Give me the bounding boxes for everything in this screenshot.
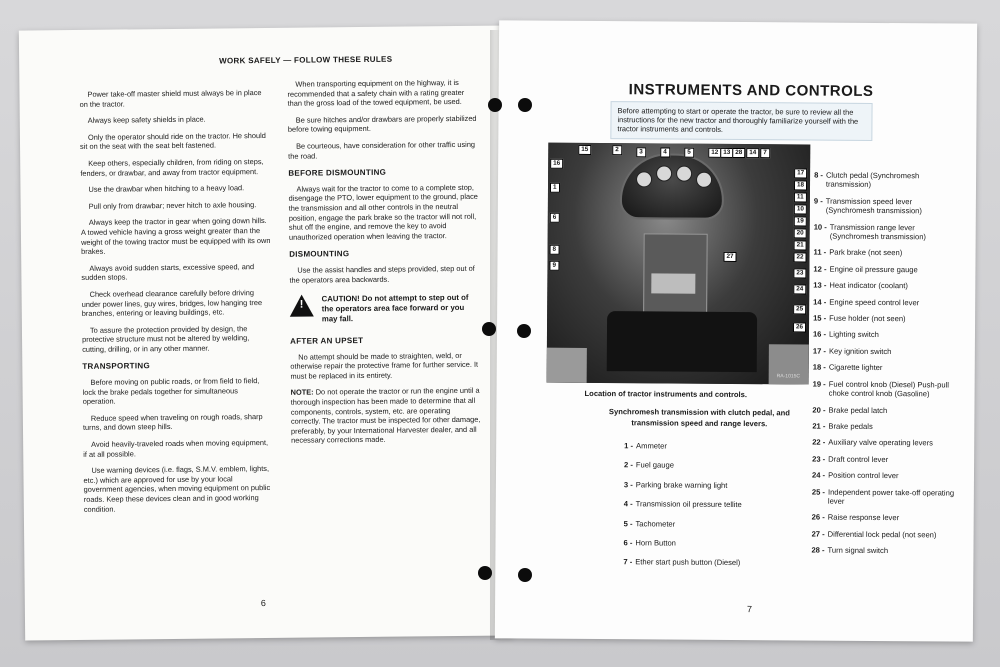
right-page	[495, 20, 977, 641]
list-item	[812, 487, 957, 507]
item-number: 18 -	[812, 362, 826, 372]
item-number: 14 -	[813, 297, 827, 307]
photo-callout-label: 6	[550, 213, 560, 223]
item-label: Brake pedals	[828, 421, 873, 431]
paragraph: Keep others, especially children, from riding on steps, fenders, or drawbar, and away from tractor equipment.	[80, 156, 264, 178]
item-number: 24 -	[811, 470, 826, 480]
item-number: 8 -	[814, 170, 823, 180]
item-label: Lighting switch	[829, 330, 879, 340]
list-item	[813, 346, 958, 356]
paragraph: Always avoid sudden starts, excessive speed, and sudden stops.	[81, 261, 255, 283]
page-title: INSTRUMENTS AND CONTROLS	[628, 81, 874, 100]
paragraph: To assure the protection provided by design, the protective structure must not be altered by welding, cutting, drilling, or in any other manner.	[82, 323, 250, 354]
item-number: 20 -	[812, 405, 826, 415]
list-item	[811, 546, 956, 556]
item-number: 27 -	[811, 529, 825, 539]
list-item	[813, 363, 958, 373]
caution-text: CAUTION! Do not attempt to step out of the operators area face forward or you may fall.	[321, 292, 469, 324]
list-item	[813, 379, 958, 399]
photo-callout-label: 12	[708, 148, 721, 158]
item-number: 5 -	[623, 518, 633, 528]
photo-callout-label: 8	[550, 245, 560, 255]
paragraph: Use the drawbar when hitching to a heavy load.	[88, 183, 245, 195]
item-number: 15 -	[813, 313, 827, 323]
paragraph: Reduce speed when traveling on rough roads, sharp turns, and down steep hills.	[82, 411, 263, 433]
photo-callout-label: 19	[794, 216, 807, 226]
photo-callout-label: 1	[550, 183, 560, 193]
item-number: 11 -	[813, 247, 827, 258]
item-number: 23 -	[812, 454, 826, 464]
item-number: 3 -	[623, 480, 633, 490]
paragraph: Before moving on public roads, or from field to field, lock the brake pedals together for simultaneous operation.	[82, 376, 260, 407]
item-number: 17 -	[812, 346, 826, 356]
list-item	[812, 438, 957, 448]
item-label: Differential lock pedal (not seen)	[827, 529, 937, 540]
left-column-a	[79, 88, 274, 521]
gauge-icon	[676, 166, 692, 182]
item-number: 21 -	[812, 421, 826, 431]
photo-code: RA-1015C	[776, 373, 801, 380]
note-paragraph	[291, 386, 482, 446]
item-number: 4 -	[623, 499, 633, 509]
photo-callout-label: 22	[793, 252, 806, 262]
paragraph: Use warning devices (i.e. flags, S.M.V. emblem, lights, etc.) which are approved for use by your local government agencies, when moving equipment on public roads. Keep these devices clean and in good working condition.	[83, 464, 271, 514]
photo-callout-label: 17	[794, 168, 807, 178]
list-item	[812, 529, 957, 539]
photo-callout-label: 7	[760, 148, 770, 158]
photo-callout-label: 2	[612, 145, 622, 155]
left-page	[19, 25, 513, 640]
intro-box: Before attempting to start or operate the tractor, be sure to review all the instructions for the new tractor and thoroughly familiarize yourself with the tractor instruments and controls.	[610, 101, 872, 140]
item-label: Transmission oil pressure tellite	[635, 499, 742, 510]
list-item	[624, 461, 784, 472]
item-number: 2 -	[624, 460, 633, 470]
item-number: 12 -	[813, 264, 827, 274]
photo-callout-label: 5	[684, 148, 694, 158]
photo-subcaption: Synchromesh transmission with clutch pedal, and transmission speed and range levers.	[608, 407, 790, 429]
controls-list-a	[623, 441, 784, 578]
photo-callout-label: 9	[549, 261, 559, 271]
photo-callout-label: 11	[794, 192, 807, 202]
item-label: Draft control lever	[828, 454, 889, 464]
list-item	[624, 499, 784, 510]
paragraph: Power take-off master shield must always be in place on the tractor.	[79, 88, 262, 109]
photo-callout-label: 18	[794, 180, 807, 190]
list-item	[812, 454, 957, 464]
paragraph: When transporting equipment on the highway, it is recommended that a safety chain with a rating greater than the gross load of the towed equipment, be used.	[287, 77, 465, 108]
paragraph: Always keep the tractor in gear when going down hills. A towed vehicle having a gross weight greater than the weight of the towing tractor must be equipped with its own brakes.	[80, 216, 271, 257]
item-number: 13 -	[813, 280, 827, 290]
section-heading: BEFORE DISMOUNTING	[288, 167, 387, 178]
photo-callout-label: 27	[723, 252, 736, 262]
section-heading: DISMOUNTING	[289, 249, 350, 260]
item-label: Fuel gauge	[635, 460, 674, 470]
list-item	[623, 538, 783, 549]
binder-hole	[518, 568, 532, 582]
item-number: 7 -	[623, 557, 633, 567]
item-label: Key ignition switch	[828, 346, 892, 356]
left-column-b	[287, 78, 481, 453]
photo-callout-label: 14	[746, 148, 759, 158]
item-label: Park brake (not seen)	[829, 248, 903, 258]
list-item	[813, 264, 958, 274]
caution-box	[290, 293, 480, 325]
console-plate	[651, 273, 695, 293]
binder-hole	[478, 566, 492, 580]
paragraph: Be sure hitches and/or drawbars are properly stabilized before towing equipment.	[287, 113, 477, 135]
list-item	[812, 405, 957, 415]
item-label: Transmission speed lever (Synchromesh transmission)	[825, 196, 922, 216]
operator-platform	[607, 311, 757, 372]
photo-callout-label: 15	[578, 145, 591, 155]
section-heading: TRANSPORTING	[82, 361, 150, 372]
list-item	[624, 519, 784, 530]
gauge-icon	[656, 165, 672, 181]
paragraph: Only the operator should ride on the tractor. He should sit on the seat with the seat belt fastened.	[79, 130, 266, 152]
photo-callout-label: 25	[793, 304, 806, 314]
item-label: Auxiliary valve operating levers	[828, 437, 934, 448]
item-label: Engine oil pressure gauge	[829, 264, 918, 275]
paragraph: Check overhead clearance carefully before driving under power lines, guy wires, bridges, low hanging tree branches, entering or leaving buildings, etc.	[81, 288, 263, 319]
list-item	[624, 480, 784, 491]
photo-caption: Location of tractor instruments and controls.	[584, 388, 748, 400]
left-page-header: WORK SAFELY — FOLLOW THESE RULES	[219, 54, 393, 66]
photo-callout-label: 21	[794, 240, 807, 250]
photo-callout-label: 3	[636, 147, 646, 157]
item-label: Turn signal switch	[827, 545, 889, 556]
item-label: Tachometer	[635, 518, 676, 529]
list-item	[813, 297, 958, 307]
list-item	[812, 421, 957, 431]
list-item	[814, 248, 959, 258]
item-number: 9 -	[813, 196, 823, 206]
item-number: 10 -	[813, 222, 827, 232]
item-number: 1 -	[624, 441, 634, 451]
item-number: 16 -	[812, 330, 827, 340]
binder-hole	[518, 98, 532, 112]
item-number: 25 -	[811, 487, 826, 497]
paragraph: Pull only from drawbar; never hitch to axle housing.	[88, 199, 257, 211]
list-item	[814, 171, 959, 191]
left-step	[547, 348, 587, 383]
list-item	[813, 314, 958, 324]
item-label: Parking brake warning light	[635, 480, 728, 490]
item-label: Position control lever	[828, 470, 899, 481]
item-number: 22 -	[812, 437, 826, 447]
list-item	[623, 558, 783, 569]
binder-hole	[482, 322, 496, 336]
paragraph: Be courteous, have consideration for other traffic using the road.	[288, 139, 476, 161]
left-page-number: 6	[260, 598, 266, 609]
paragraph: Always keep safety shields in place.	[87, 114, 206, 126]
list-item	[814, 222, 959, 242]
list-item	[812, 513, 957, 523]
item-label: Raise response lever	[827, 512, 900, 523]
paragraph: Always wait for the tractor to come to a complete stop, disengage the PTO, lower equipment to the ground, place the transmission and all other controls in the neutral position, engage the park brake so the tractor will not roll, shut off the engine, and remove the key to avoid unauthorized operation when leaving the tractor.	[288, 182, 478, 242]
item-number: 26 -	[811, 512, 825, 522]
photo-callout-label: 20	[794, 228, 807, 238]
list-item	[812, 471, 957, 481]
item-label: Cigarette lighter	[828, 362, 883, 373]
item-label: Fuel control knob (Diesel) Push-pull choke control knob (Gasoline)	[828, 379, 950, 399]
binder-hole	[488, 98, 502, 112]
right-page-number: 7	[747, 604, 753, 615]
photo-callout-label: 23	[793, 268, 806, 278]
photo-callout-label: 4	[660, 147, 670, 157]
photo-callout-label: 26	[793, 322, 806, 332]
item-label: Horn Button	[635, 538, 676, 548]
paragraph: Avoid heavily-traveled roads when moving equipment, if at all possible.	[83, 438, 269, 459]
list-item	[813, 281, 958, 291]
warning-triangle-icon: !	[290, 295, 314, 317]
list-item	[624, 441, 784, 452]
item-label: Fuse holder (not seen)	[829, 313, 906, 324]
photo-callout-label: 24	[793, 284, 806, 294]
tractor-controls-photo	[547, 143, 811, 385]
paragraph: Use the assist handles and steps provided, step out of the operators area backwards.	[289, 263, 475, 285]
item-number: 28 -	[811, 545, 825, 555]
note-text: Do not operate the tractor or run the engine until a thorough inspection has been made to determine that all components, controls, system, etc. are operating correctly. The tractor must be inspected for other damage, preferably, by your International Harvester dealer, and all necessary corrections made.	[290, 386, 481, 446]
item-label: Ammeter	[636, 441, 667, 451]
item-label: Engine speed control lever	[829, 297, 920, 307]
item-number: 19 -	[812, 379, 826, 389]
photo-callout-label: 16	[550, 159, 563, 169]
item-label: Brake pedal latch	[828, 405, 888, 415]
item-label: Transmission range lever (Synchromesh transmission)	[829, 222, 927, 242]
list-item	[813, 330, 958, 340]
photo-callout-label: 10	[794, 204, 807, 214]
item-label: Clutch pedal (Synchromesh transmission)	[825, 170, 920, 190]
section-heading: AFTER AN UPSET	[290, 336, 364, 346]
item-label: Independent power take-off operating lever	[827, 487, 955, 506]
item-number: 6 -	[623, 538, 633, 548]
gauge-icon	[696, 172, 712, 188]
photo-callout-label: 13	[720, 148, 733, 158]
photo-callout-label: 28	[732, 148, 745, 158]
gauge-icon	[636, 171, 652, 187]
paragraph: No attempt should be made to straighten, weld, or otherwise repair the protective frame for further service. It must be replaced in its entirety.	[290, 350, 479, 381]
binder-hole	[517, 324, 531, 338]
item-label: Ether start push button (Diesel)	[635, 557, 741, 568]
item-label: Heat indicator (coolant)	[829, 280, 908, 291]
controls-list-b	[811, 171, 959, 564]
list-item	[814, 196, 959, 216]
note-label: NOTE:	[290, 387, 316, 398]
